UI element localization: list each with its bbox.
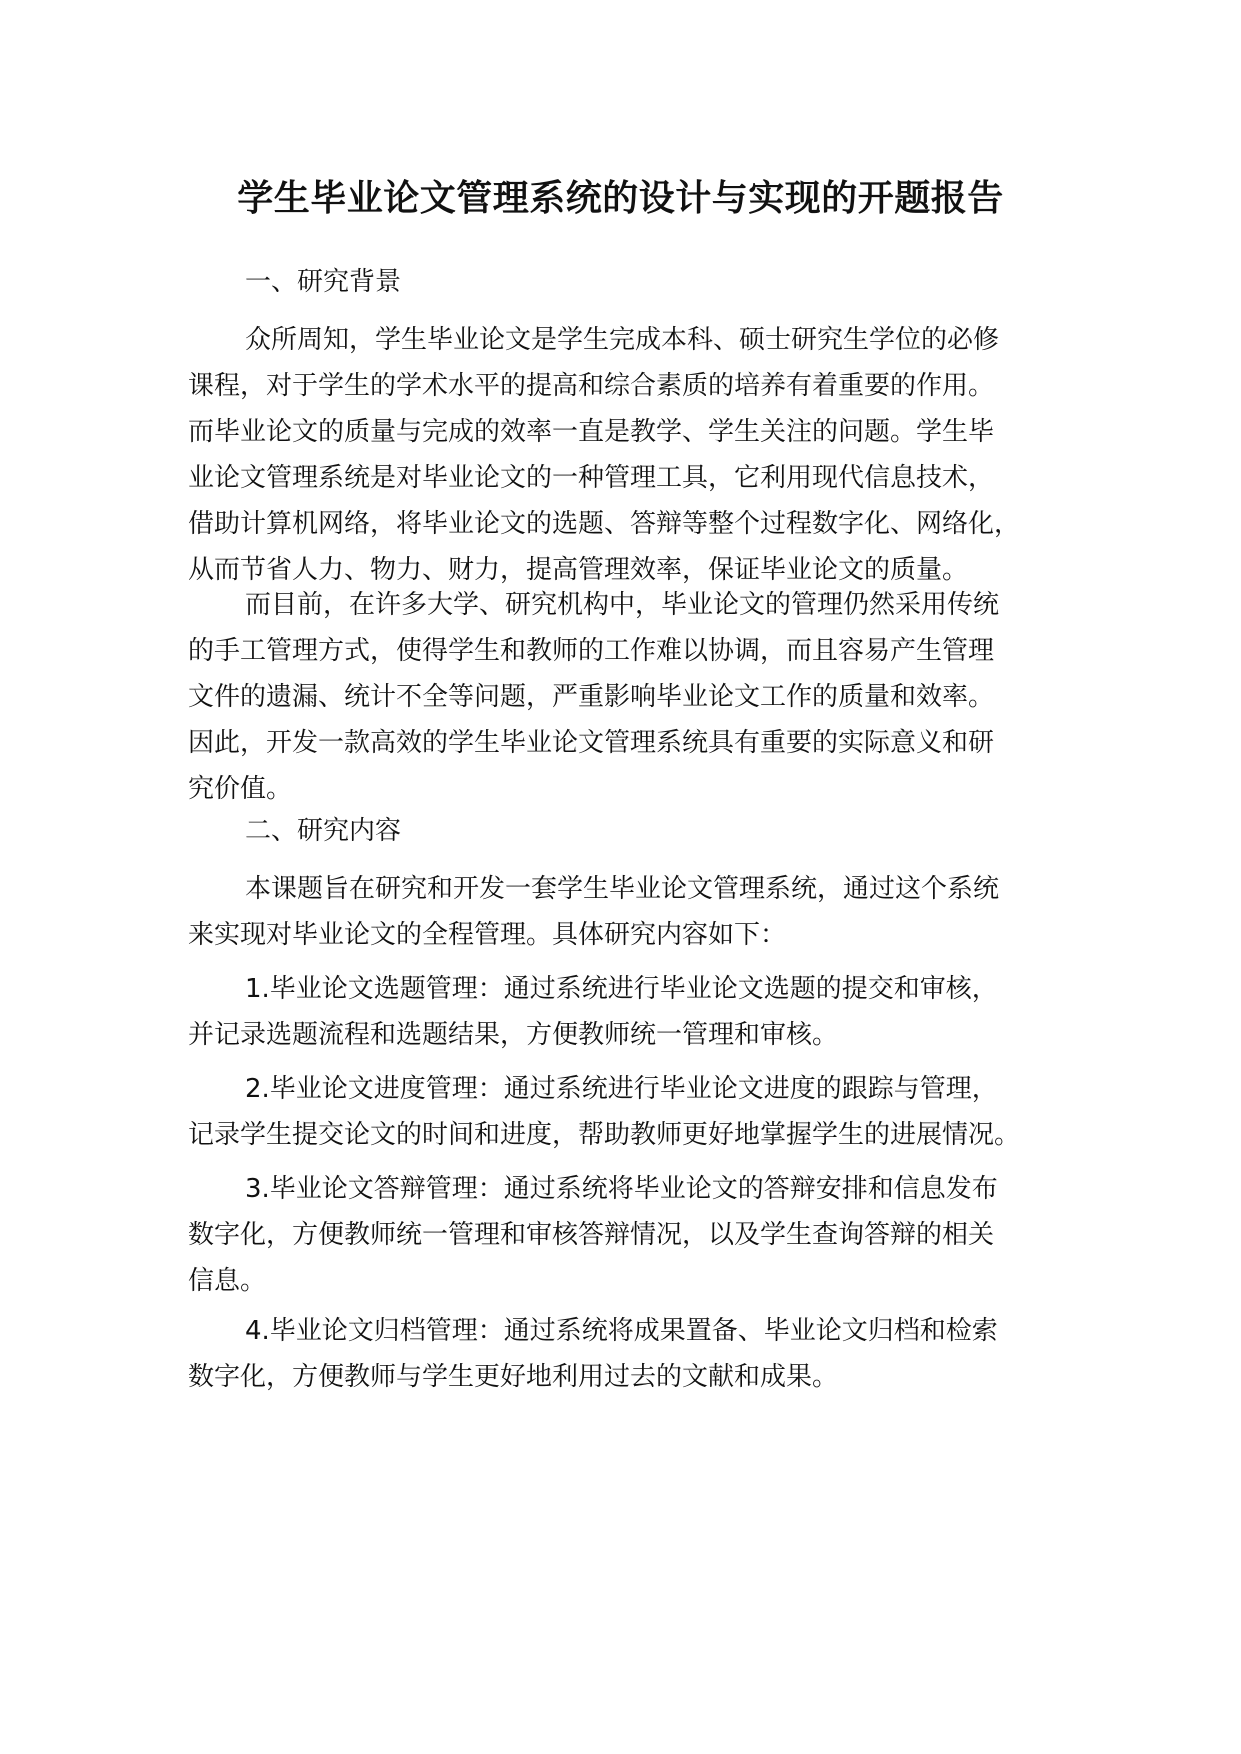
text-line: 究价值。	[188, 774, 293, 804]
list-item-topic-management	[188, 966, 1088, 1058]
text-line: 业论文管理系统是对毕业论文的一种管理工具，它利用现代信息技术，	[188, 463, 995, 493]
text-line: 2.毕业论文进度管理：通过系统进行毕业论文进度的跟踪与管理，	[245, 1074, 998, 1104]
text-line: 文件的遗漏、统计不全等问题，严重影响毕业论文工作的质量和效率。	[188, 682, 995, 712]
text-line: 4.毕业论文归档管理：通过系统将成果置备、毕业论文归档和检索	[245, 1316, 998, 1346]
paragraph-background-1	[188, 317, 1088, 593]
paragraph-background-2	[188, 582, 1088, 812]
document-title: 学生毕业论文管理系统的设计与实现的开题报告	[237, 178, 1004, 219]
text-line: 课程，对于学生的学术水平的提高和综合素质的培养有着重要的作用。	[188, 371, 995, 401]
text-line: 众所周知，学生毕业论文是学生完成本科、硕士研究生学位的必修	[245, 325, 1000, 355]
text-line: 而目前，在许多大学、研究机构中，毕业论文的管理仍然采用传统	[245, 590, 1000, 620]
section-heading-content: 二、研究内容	[245, 816, 402, 846]
text-line: 数字化，方便教师统一管理和审核答辩情况，以及学生查询答辩的相关	[188, 1220, 995, 1250]
list-item-defense-management	[188, 1166, 1088, 1304]
text-line: 因此，开发一款高效的学生毕业论文管理系统具有重要的实际意义和研	[188, 728, 995, 758]
text-line: 而毕业论文的质量与完成的效率一直是教学、学生关注的问题。学生毕	[188, 417, 995, 447]
text-line: 数字化，方便教师与学生更好地利用过去的文献和成果。	[188, 1362, 839, 1392]
text-line: 记录学生提交论文的时间和进度，帮助教师更好地掌握学生的进展情况。	[188, 1120, 1021, 1150]
text-line: 信息。	[188, 1266, 267, 1296]
list-item-progress-management	[188, 1066, 1088, 1158]
text-line: 本课题旨在研究和开发一套学生毕业论文管理系统，通过这个系统	[245, 874, 1000, 904]
text-line: 1.毕业论文选题管理：通过系统进行毕业论文选题的提交和审核，	[245, 974, 998, 1004]
paragraph-content-intro	[188, 866, 1088, 958]
text-line: 借助计算机网络，将毕业论文的选题、答辩等整个过程数字化、网络化，	[188, 509, 1021, 539]
text-line: 从而节省人力、物力、财力，提高管理效率，保证毕业论文的质量。	[188, 555, 969, 585]
text-line: 并记录选题流程和选题结果，方便教师统一管理和审核。	[188, 1020, 839, 1050]
list-item-archive-management	[188, 1308, 1088, 1400]
text-line: 的手工管理方式，使得学生和教师的工作难以协调，而且容易产生管理	[188, 636, 995, 666]
section-heading-background: 一、研究背景	[245, 267, 402, 297]
text-line: 来实现对毕业论文的全程管理。具体研究内容如下：	[188, 920, 787, 950]
text-line: 3.毕业论文答辩管理：通过系统将毕业论文的答辩安排和信息发布	[245, 1174, 998, 1204]
